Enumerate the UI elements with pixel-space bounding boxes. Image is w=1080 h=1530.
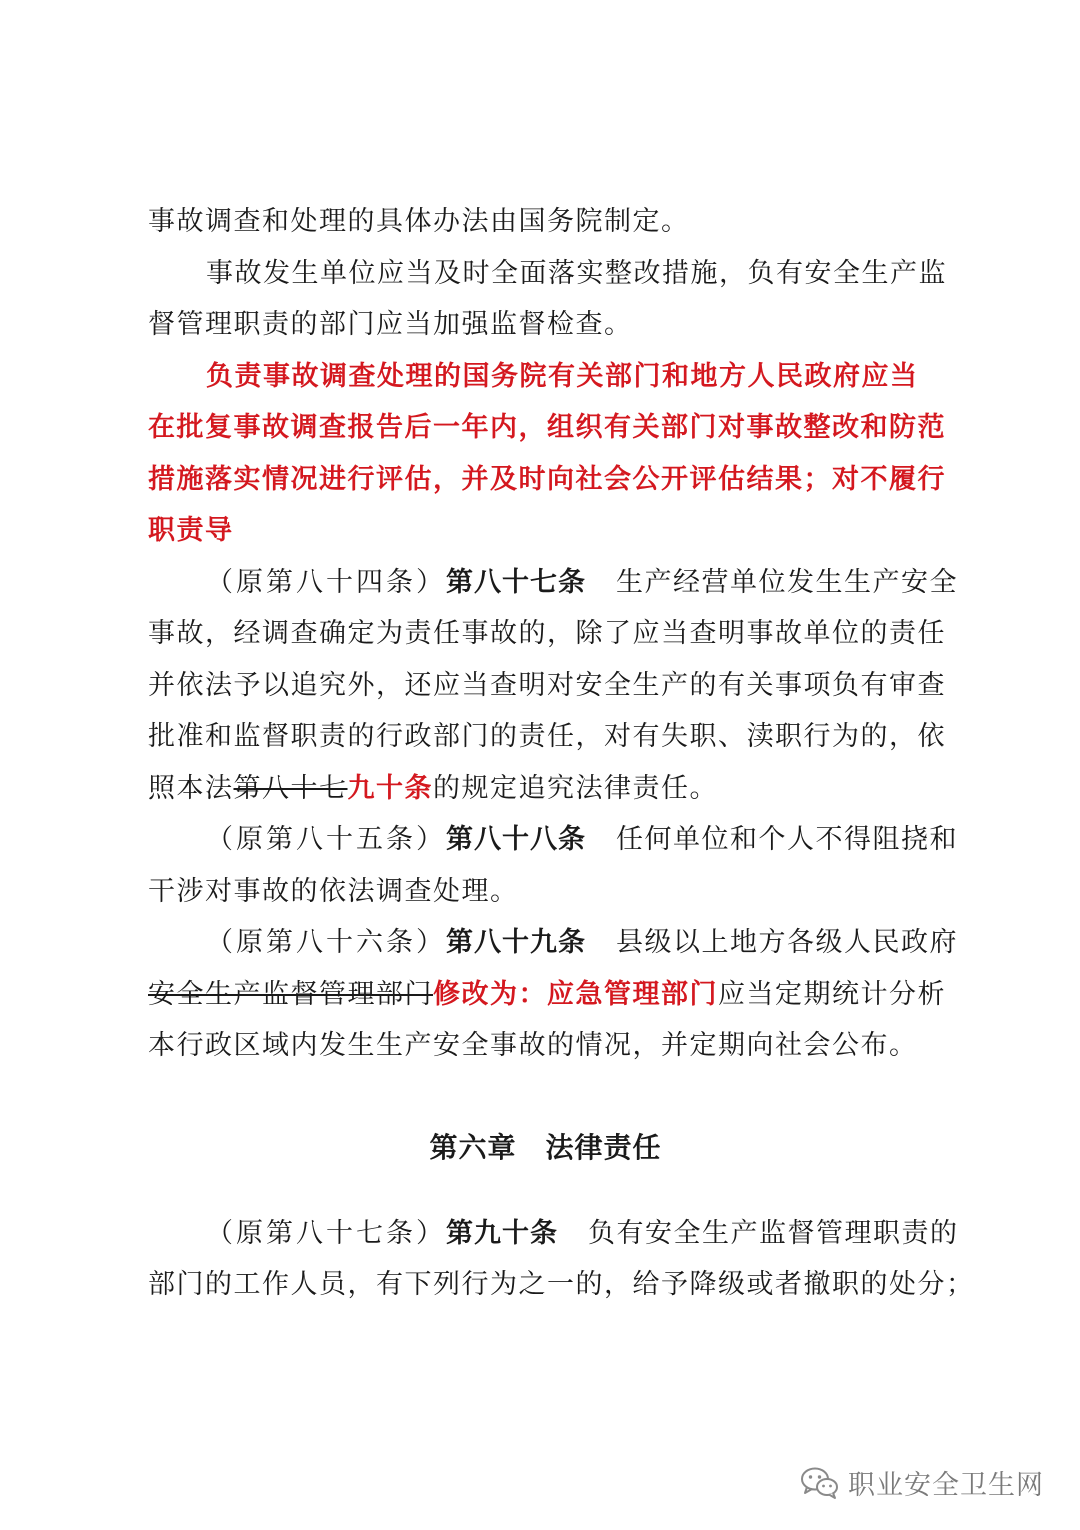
article-87-original-number: （原第八十四条） [206, 566, 446, 598]
article-89-line-2 [148, 969, 948, 1021]
para-red-line-1: 负责事故调查处理的国务院有关部门和地方人民政府应当 [206, 360, 919, 392]
article-90-line-2: 部门的工作人员，有下列行为之一的，给予降级或者撤职的处分； [148, 1269, 975, 1300]
para-rectify-line-2: 督管理职责的部门应当加强监督检查。 [148, 309, 633, 340]
article-90-line-1 [148, 1208, 959, 1260]
article-90-number: 第九十条 [446, 1217, 558, 1249]
article-88-line-2: 干涉对事故的依法调查处理。 [148, 875, 519, 907]
article-87-deleted-text: 第八十七 [233, 772, 348, 804]
article-89-number: 第八十九条 [446, 927, 586, 958]
article-87-line-2: 事故，经调查确定为责任事故的，除了应当查明事故单位的责任 [148, 618, 946, 649]
article-89-text-post: 应当定期统计分析 [718, 978, 946, 1010]
document-body [148, 196, 975, 1311]
article-89-original-number: （原第八十六条） [206, 927, 446, 958]
article-87-text-post: 的规定追究法律责任。 [433, 772, 718, 804]
section-spacer [148, 1072, 948, 1122]
article-88-line-1 [148, 814, 958, 866]
article-87-number: 第八十七条 [446, 566, 586, 598]
para-red-line-4: 职责导 [148, 515, 234, 546]
article-89-line-3: 本行政区域内发生生产安全事故的情况，并定期向社会公布。 [148, 1030, 918, 1061]
para-red-line-2: 在批复事故调查报告后一年内，组织有关部门对事故整改和防范 [148, 412, 946, 443]
article-87-inserted-text: 九十条 [347, 772, 433, 804]
wechat-icon [800, 1466, 840, 1500]
article-89-line-1 [148, 917, 958, 969]
article-88-original-number: （原第八十五条） [206, 824, 446, 855]
article-87-text-pre: 照本法 [148, 772, 234, 804]
watermark [800, 1463, 1044, 1502]
article-90-text-1: 负有安全生产监督管理职责的 [588, 1217, 959, 1249]
intro-line: 事故调查和处理的具体办法由国务院制定。 [148, 206, 690, 237]
article-87-line-4: 批准和监督职责的行政部门的责任，对有失职、渎职行为的，依 [148, 721, 946, 752]
watermark-text: 职业安全卫生网 [848, 1470, 1044, 1501]
article-89-inserted-text: 修改为：应急管理部门 [433, 978, 718, 1010]
article-87-line-1 [148, 557, 958, 609]
article-89-deleted-text: 安全生产监督管理部门 [148, 978, 433, 1010]
article-87-line-3: 并依法予以追究外，还应当查明对安全生产的有关事项负有审查 [148, 669, 946, 701]
article-87-text-1: 生产经营单位发生生产安全 [616, 566, 958, 598]
para-red-line-3: 措施落实情况进行评估，并及时向社会公开评估结果；对不履行 [148, 463, 946, 495]
article-89-text-1: 县级以上地方各级人民政府 [616, 927, 958, 958]
chapter-title: 第六章 法律责任 [429, 1130, 662, 1164]
article-88-number: 第八十八条 [446, 824, 586, 855]
article-90-original-number: （原第八十七条） [206, 1217, 446, 1249]
article-87-line-5 [148, 763, 948, 815]
para-rectify-line-1: 事故发生单位应当及时全面落实整改措施，负有安全生产监 [206, 257, 947, 289]
article-88-text-1: 任何单位和个人不得阻挠和 [616, 824, 958, 855]
